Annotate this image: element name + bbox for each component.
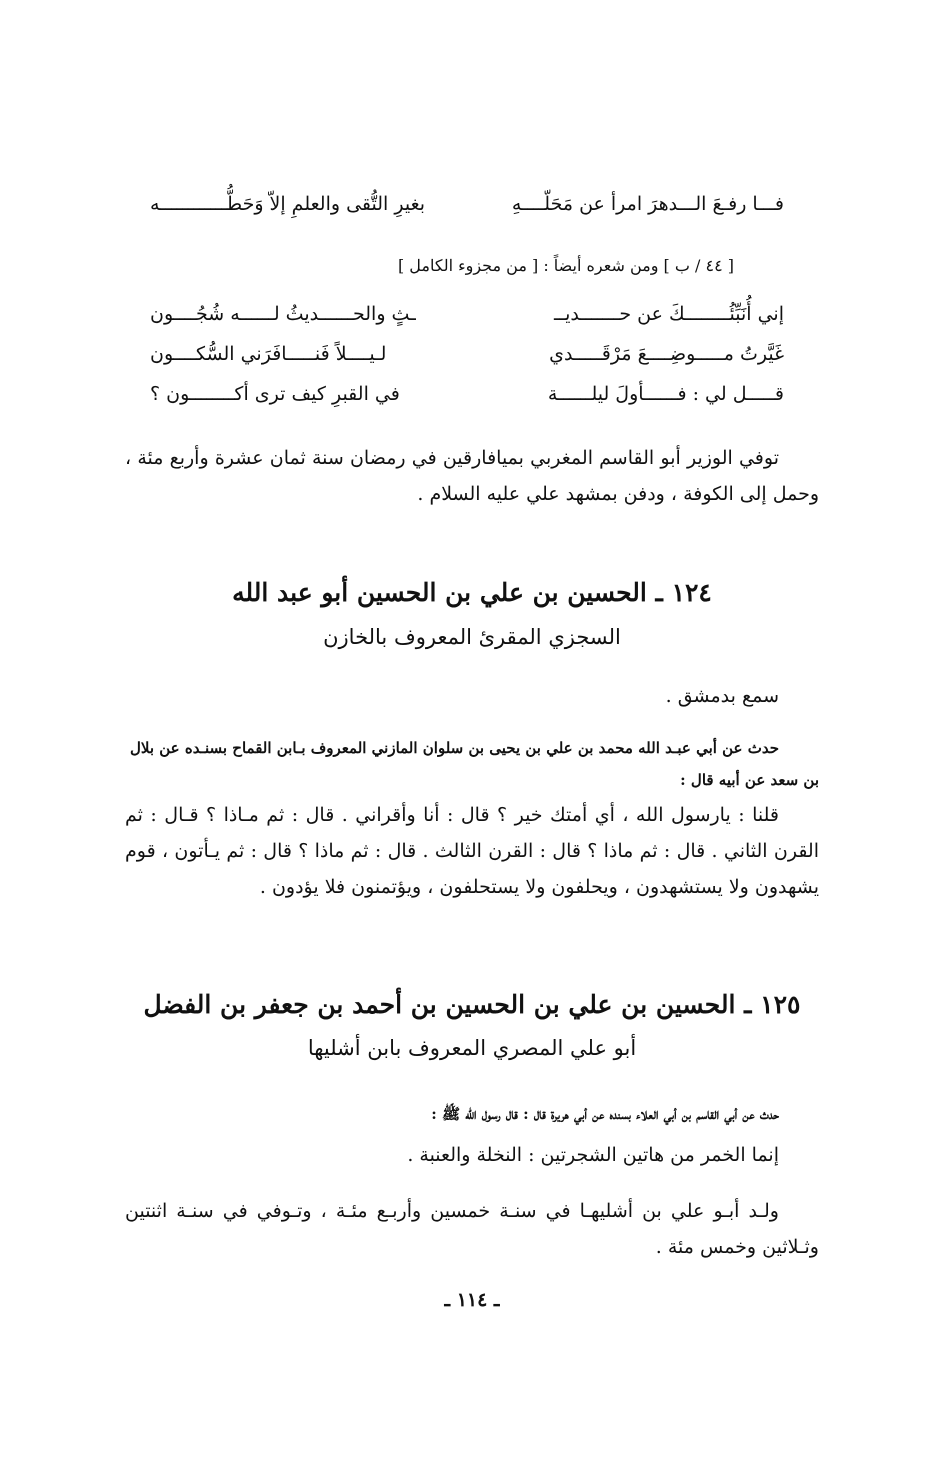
entry-125-isnad: حدث عن أبي القاسم بن أبي العلاء بسنده عن أبي هريرة قال : قال رسول الله ﷺ : (431, 1105, 779, 1123)
entry-125-hadith: إنما الخمر من هاتين الشجرتين : النخلة والعنبة . (407, 1144, 779, 1166)
poem-top-left-hemistich: بغيرِ التُّقى والعلمِ إلاّ وَحَطُّــــــــــــه (150, 193, 426, 215)
poem-line-left: ـثٍ والحــــــديثُ لــــــه شُجُــــون (150, 303, 416, 325)
entry-125-title: ١٢٥ ـ الحسين بن علي بن الحسين بن أحمد بن جعفر بن الفضل (143, 990, 801, 1019)
page-number: ـ ١١٤ ـ (444, 1289, 500, 1311)
poem-top-right-hemistich: فـــا رفـعَ الـــدهرَ امرأ عن مَحَلّــــهِ (511, 193, 784, 215)
poem-line (150, 303, 784, 325)
death-note-paragraph: توفي الوزير أبو القاسم المغربي بميافارقين في رمضان سنة ثمان عشرة وأربع مئة ، وحمل إلى الكوفة ، ودفن بمشهد علي عليه السلام . (125, 447, 819, 505)
entry-124-hadith: قلنا : يارسول الله ، أي أمتك خير ؟ قال : أنا وأقراني . قال : ثم مـاذا ؟ قـال : ثم القرن الثاني . قال : ثم ماذا ؟ قال : القرن الثالث . قال : ثم ماذا ؟ قال : ثم يـأتون ، قوم يشهدون ولا يستشهدون ، ويحلفون ولا يستحلفون ، ويؤتمنون فلا يؤدون . (125, 804, 820, 898)
poem-line-left: لـيــــلاً فَنـــــافَرَني السُّكــــون (150, 343, 387, 365)
poem-line (150, 343, 784, 365)
entry-125-birth-death: ولـد أبـو علي بن أشليهـا في سنـة خمسين وأربـع مئـة ، وتـوفي في سنـة اثنتين وثـلاثين وخمس مئة . (125, 1200, 819, 1258)
entry-125-subtitle: أبو علي المصري المعروف بابن أشليها (307, 1036, 637, 1060)
poem-line-right: قـــــل لي : فــــــأولَ ليلــــــة (547, 383, 784, 405)
entry-124-heard: سمع بدمشق . (665, 685, 779, 707)
poem-line-right: إني أُنَبِّئُــــــــكَ عن حـــــــديــ (553, 303, 784, 325)
poem-top-line (150, 193, 784, 215)
poem-line-left: في القبرِ كيف ترى أكــــــــون ؟ (150, 383, 400, 405)
entry-124-subtitle: السجزي المقرئ المعروف بالخازن (323, 625, 621, 649)
poem-line-right: غَيَّرتُ مـــــوضِــــعَ مَرْقَـــــدي (549, 343, 784, 365)
entry-124-isnad: حدث عن أبي عبـد الله محمد بن علي بن يحيى بن سلوان المازني المعروف بـابن القماح بسنـده عن بلال بن سعد عن أبيه قال : (130, 739, 819, 789)
entry-124-title: ١٢٤ ـ الحسين بن علي بن الحسين أبو عبد الله (232, 578, 712, 607)
poem-meter-note: [ ٤٤ / ب ] ومن شعره أيضاً : [ من مجزوء الكامل ] (397, 256, 734, 275)
poem-line (150, 383, 784, 405)
